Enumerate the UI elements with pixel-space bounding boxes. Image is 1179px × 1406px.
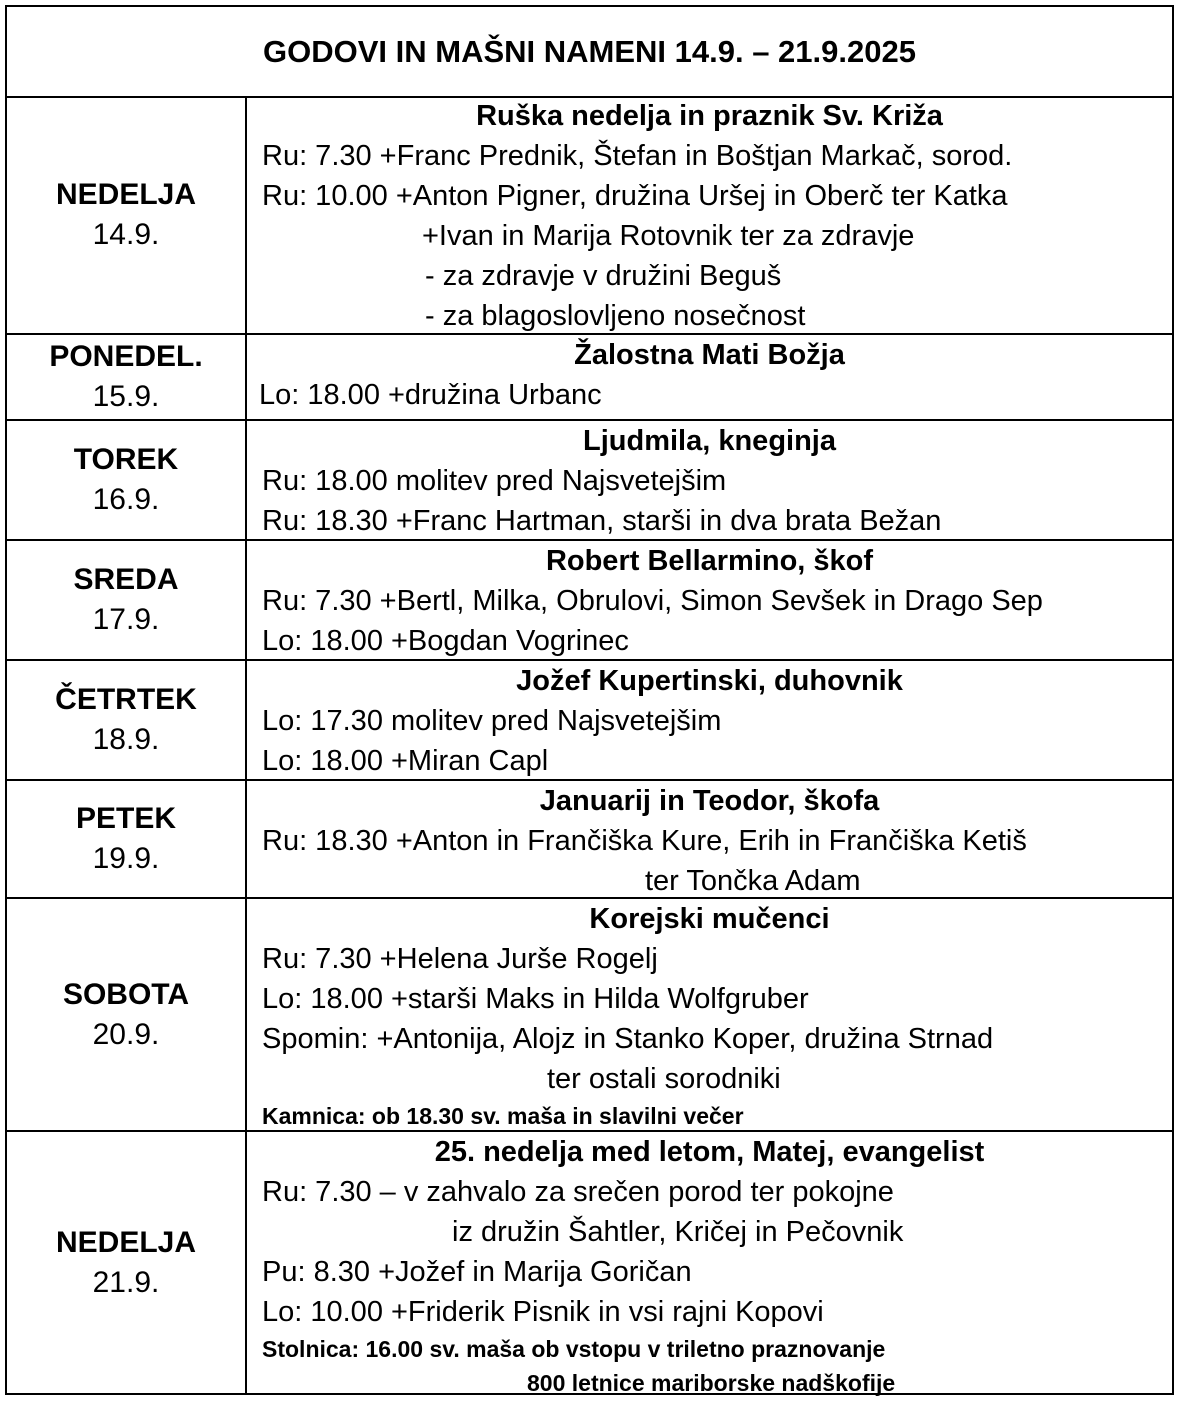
intentions-cell [247,1132,1172,1396]
feast-title: Žalostna Mati Božja [574,339,845,371]
day-row [7,661,1172,781]
day-name: ČETRTEK [55,683,197,716]
feast-title: Januarij in Teodor, škofa [539,785,880,817]
intention-line: Ru: 7.30 +Franc Prednik, Štefan in Boštjan Markač, sorod. [262,140,1013,172]
day-cell [7,781,247,897]
intention-line: Lo: 18.00 +Bogdan Vogrinec [262,625,629,657]
intention-line: Lo: 18.00 +starši Maks in Hilda Wolfgruber [262,983,809,1015]
day-cell [7,1132,247,1393]
intention-line: Lo: 17.30 molitev pred Najsvetejšim [262,705,722,737]
intention-line: 800 letnice mariborske nadškofije [527,1370,896,1396]
intention-line: Spomin: +Antonija, Alojz in Stanko Koper, družina Strnad [262,1023,994,1055]
intentions-cell [247,541,1172,659]
intention-line: Ru: 7.30 +Bertl, Milka, Obrulovi, Simon Sevšek in Drago Sep [262,585,1043,617]
day-row [7,781,1172,899]
day-name: PETEK [75,802,177,835]
intention-line: Ru: 7.30 – v zahvalo za srečen porod ter pokojne [262,1176,894,1208]
intention-line: +Ivan in Marija Rotovnik ter za zdravje [422,220,915,252]
intention-line: Lo: 18.00 +Miran Capl [262,745,549,777]
intention-line: Ru: 18.30 +Franc Hartman, starši in dva brata Bežan [262,505,942,537]
feast-title: Jožef Kupertinski, duhovnik [516,665,903,697]
feast-title: 25. nedelja med letom, Matej, evangelist [434,1136,985,1168]
feast-title: Ljudmila, kneginja [583,425,836,457]
day-date: 15.9. [92,380,160,413]
day-cell [7,899,247,1130]
intention-line: - za blagoslovljeno nosečnost [425,300,806,332]
page-title: GODOVI IN MAŠNI NAMENI 14.9. – 21.9.2025 [7,7,1172,98]
day-cell [7,96,247,333]
day-cell [7,661,247,779]
day-date: 21.9. [92,1265,160,1299]
intentions-cell [247,96,1172,333]
day-date: 16.9. [92,483,160,516]
day-date: 17.9. [92,603,160,636]
intention-line: Lo: 10.00 +Friderik Pisnik in vsi rajni Kopovi [262,1296,824,1328]
intentions-cell [247,661,1172,779]
day-name: SOBOTA [62,977,190,1011]
day-row [7,421,1172,541]
day-cell [7,541,247,659]
intentions-cell [247,899,1172,1130]
feast-title: Robert Bellarmino, škof [545,545,874,577]
day-row [7,335,1172,421]
day-date: 18.9. [92,723,160,756]
feast-title: Ruška nedelja in praznik Sv. Križa [476,100,943,132]
intentions-cell [247,781,1172,897]
day-name: TOREK [73,443,179,476]
day-name: SREDA [73,563,179,596]
day-row [7,1132,1172,1396]
intention-line: Ru: 18.30 +Anton in Frančiška Kure, Erih in Frančiška Ketiš [262,825,1027,857]
schedule-table [5,5,1174,1395]
day-row [7,96,1172,335]
intention-line: Ru: 7.30 +Helena Jurše Rogelj [262,943,658,975]
day-date: 19.9. [92,842,160,875]
day-name: NEDELJA [55,1225,197,1259]
intention-line: ter Tončka Adam [645,865,861,897]
day-name: NEDELJA [55,177,197,211]
day-cell [7,335,247,419]
intention-line: iz družin Šahtler, Kričej in Pečovnik [452,1216,904,1248]
intention-line: Pu: 8.30 +Jožef in Marija Goričan [262,1256,692,1288]
day-name: PONEDEL. [49,340,203,373]
intention-line: - za zdravje v družini Beguš [425,260,782,292]
day-date: 14.9. [92,217,160,251]
day-row [7,541,1172,661]
intention-line: ter ostali sorodniki [547,1063,781,1095]
intention-line: Stolnica: 16.00 sv. maša ob vstopu v triletno praznovanje [262,1336,886,1362]
intention-line: Kamnica: ob 18.30 sv. maša in slavilni večer [262,1103,744,1129]
feast-title: Korejski mučenci [589,903,830,935]
intentions-cell [247,421,1172,539]
intention-line: Ru: 10.00 +Anton Pigner, družina Uršej in Oberč ter Katka [262,180,1008,212]
day-cell [7,421,247,539]
intentions-cell [247,335,1172,419]
intention-line: Ru: 18.00 molitev pred Najsvetejšim [262,465,727,497]
intention-line: Lo: 18.00 +družina Urbanc [259,379,602,411]
day-row [7,899,1172,1132]
day-date: 20.9. [92,1017,160,1051]
